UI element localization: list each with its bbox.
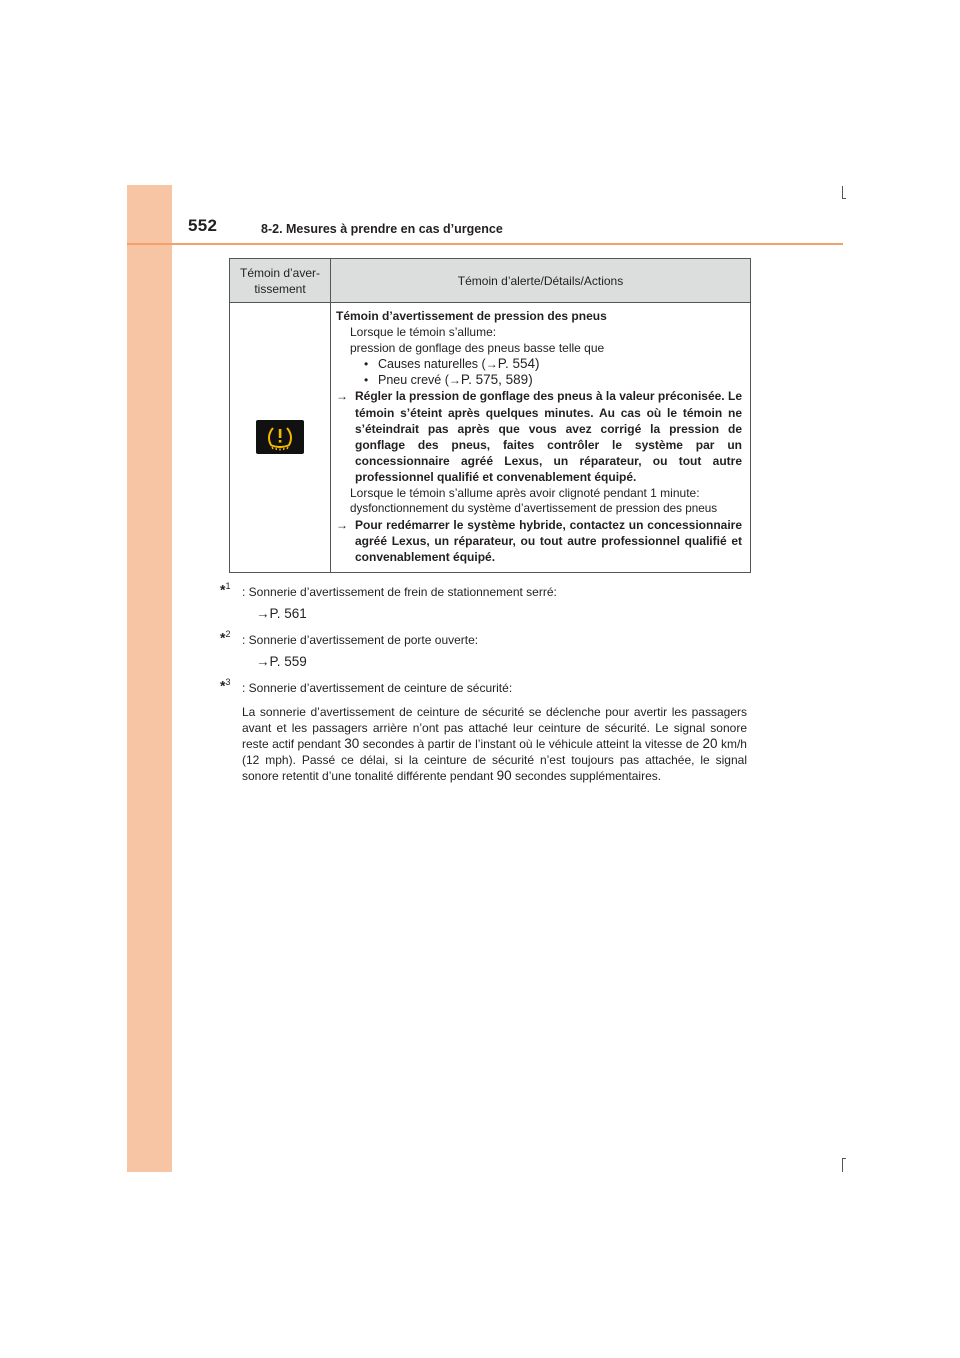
- bullet-text-1: Causes naturelles (: [378, 357, 486, 372]
- crop-mark-top-tick: [842, 198, 846, 199]
- paragraph-text-c: km/h (12 mph). Passé ce délai, si la ceinture de sécurité n’est toujours pas attachée, le signal sonore retentit d’une tonalité différente pendant: [242, 737, 747, 783]
- speed-value: 20: [702, 736, 718, 751]
- footnote-star: *: [220, 629, 226, 646]
- when-on-detail: pression de gonflage des pneus basse telle que: [350, 341, 605, 356]
- tire-pressure-warning-icon: [256, 420, 304, 454]
- duration-value-2: 90: [496, 768, 512, 783]
- bullet-dot: •: [364, 373, 369, 388]
- footnote-2: [220, 626, 747, 650]
- paragraph-text-a: La sonnerie d’avertissement de ceinture de sécurité se déclenche pour avertir les passagers avant et les passagers arrière n’ont pas attaché leur ceinture de sécurité. Le signal sonore reste actif pendant: [242, 705, 747, 751]
- footnote-label: : Sonnerie d’avertissement de ceinture de sécurité:: [242, 681, 513, 695]
- footnote-paragraph: [242, 704, 747, 784]
- column-header-warning-light: [230, 259, 331, 303]
- crop-mark-bottom: [842, 1158, 843, 1172]
- footnote-label: : Sonnerie d’avertissement de porte ouverte:: [242, 633, 479, 647]
- arrow-glyph: →: [336, 518, 348, 533]
- page-header: [172, 214, 842, 246]
- footnotes: [220, 578, 747, 784]
- when-blink-label: Lorsque le témoin s’allume après avoir clignoté pendant 1 minute:: [350, 486, 700, 501]
- page-reference-link[interactable]: P. 554): [497, 356, 540, 372]
- column-header-details: Témoin d’alerte/Détails/Actions: [331, 259, 751, 303]
- table-row: [230, 303, 751, 573]
- list-item: [350, 372, 742, 388]
- tire-pressure-warning-icon-svg: [256, 420, 304, 454]
- arrow-glyph: →: [256, 654, 270, 669]
- header-rule: [127, 243, 843, 245]
- warning-icon-cell: [230, 303, 331, 573]
- page-reference-link[interactable]: P. 575, 589): [460, 372, 533, 388]
- footnote-1: [220, 578, 747, 602]
- arrow-glyph: →: [256, 606, 270, 621]
- footnote-number: 2: [225, 629, 231, 639]
- table-header-row: [230, 259, 751, 303]
- arrow-glyph: →: [448, 373, 461, 388]
- bullet-dot: •: [364, 357, 369, 372]
- footnote-reference: [256, 650, 747, 674]
- footnote-marker: [220, 626, 230, 646]
- footnote-marker: [220, 578, 230, 598]
- bullet-text-2: Pneu crevé (: [378, 373, 449, 388]
- page-reference-link[interactable]: P. 559: [269, 654, 307, 669]
- paragraph-text-d: secondes supplémentaires.: [511, 769, 662, 783]
- when-on-label: Lorsque le témoin s’allume:: [350, 325, 497, 340]
- page-reference-link[interactable]: P. 561: [269, 606, 307, 621]
- arrow-glyph: →: [485, 357, 498, 372]
- action-instruction-1: [336, 388, 742, 485]
- duration-value-1: 30: [344, 736, 360, 751]
- page-number: 552: [188, 216, 218, 235]
- footnote-number: 3: [225, 677, 231, 687]
- action-text-1: Régler la pression de gonflage des pneus à la valeur préconisée. Le témoin s’éteint après quelques minutes. Au cas où le témoin ne s’éteindrait pas après que vous avez corrigé la pression de gonflage des pneus, faites contrôler le système par un concessionnaire agréé Lexus, un réparateur, ou tout autre professionnel qualifié et convenablement équipé.: [355, 389, 742, 484]
- footnote-marker: [220, 674, 230, 694]
- column-header-warning-light-text: Témoin d’aver- tissement: [239, 265, 321, 296]
- crop-mark-bottom-tick: [842, 1158, 846, 1159]
- footnote-label: : Sonnerie d’avertissement de frein de stationnement serré:: [242, 585, 557, 599]
- section-title: 8-2. Mesures à prendre en cas d’urgence: [261, 222, 503, 236]
- chapter-color-band: [127, 185, 172, 1172]
- footnote-star: *: [220, 677, 226, 694]
- footnote-3: [220, 674, 747, 698]
- arrow-glyph: →: [336, 389, 348, 404]
- paragraph-text-b: secondes à partir de l’instant où le véhicule atteint la vitesse de: [359, 737, 703, 751]
- footnote-reference: [256, 602, 747, 626]
- when-blink-detail: dysfonctionnement du système d’avertissement de pression des pneus: [350, 502, 718, 516]
- action-text-2: Pour redémarrer le système hybride, contactez un concessionnaire agréé Lexus, un réparateur, ou tout autre professionnel qualifié et convenablement équipé.: [355, 518, 742, 565]
- footnote-number: 1: [225, 581, 231, 591]
- footnote-star: *: [220, 581, 226, 598]
- list-item: [350, 356, 742, 372]
- warning-details-cell: [331, 303, 751, 573]
- warning-title: Témoin d’avertissement de pression des pneus: [336, 309, 607, 323]
- action-instruction-2: [336, 517, 742, 565]
- warning-light-table: [229, 258, 751, 573]
